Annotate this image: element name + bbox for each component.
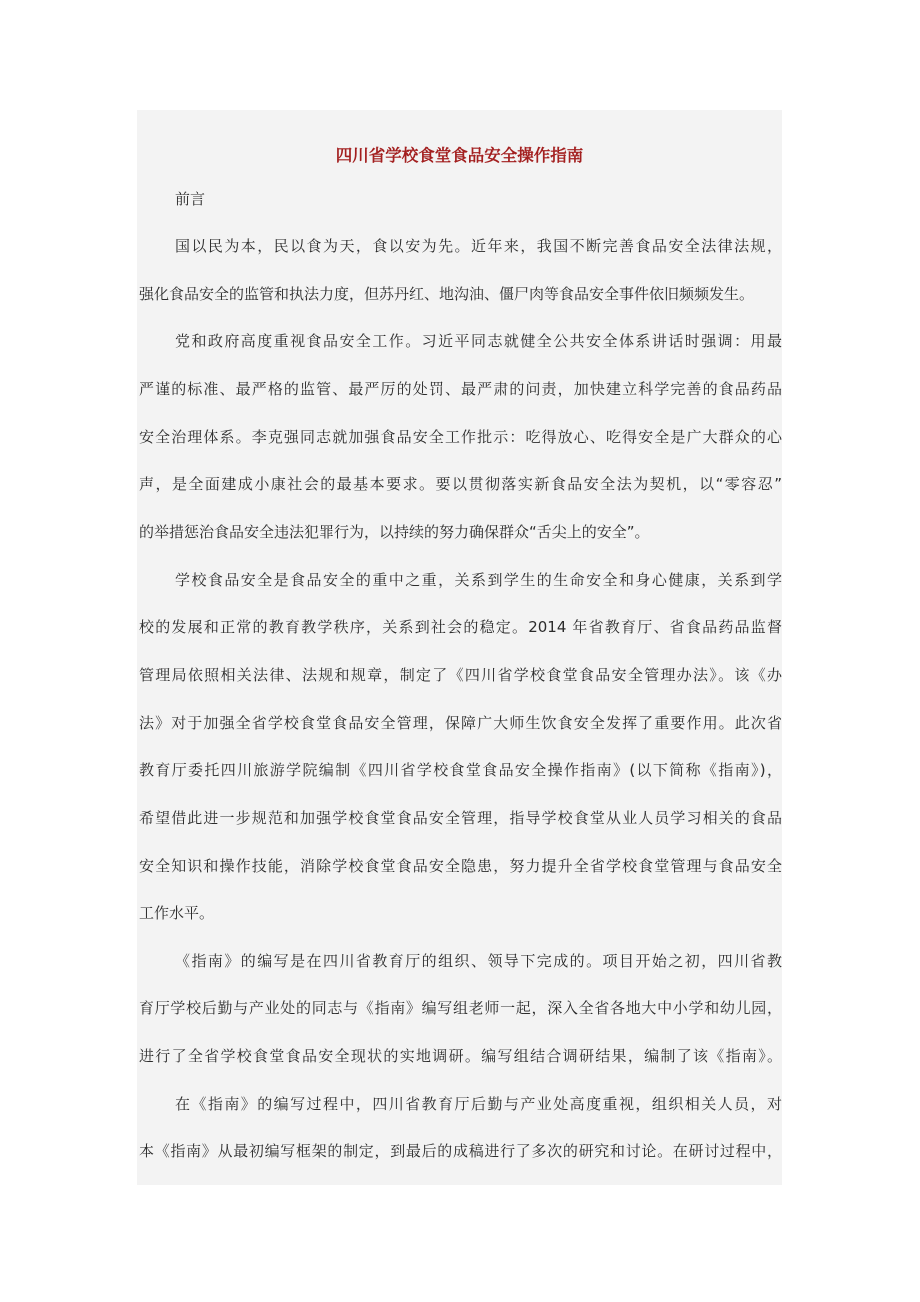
document-title: 四川省学校食堂食品安全操作指南: [335, 146, 584, 165]
paragraph-line: 法》对于加强全省学校食堂食品安全管理，保障广大师生饮食安全发挥了重要作用。此次省: [139, 714, 782, 732]
paragraph-line: 强化食品安全的监管和执法力度，但苏丹红、地沟油、僵尸肉等食品安全事件依旧频频发生。: [139, 285, 755, 303]
document-page: [137, 110, 782, 1185]
paragraph-line: 党和政府高度重视食品安全工作。习近平同志就健全公共安全体系讲话时强调：用最: [175, 332, 782, 350]
paragraph-line: 进行了全省学校食堂食品安全现状的实地调研。编写组结合调研结果，编制了该《指南》。: [139, 1047, 782, 1065]
paragraph-line: 安全知识和操作技能，消除学校食堂食品安全隐患，努力提升全省学校食堂管理与食品安全: [139, 857, 782, 875]
paragraph-line: 的举措惩治食品安全违法犯罪行为，以持续的努力确保群众“舌尖上的安全”。: [139, 523, 650, 541]
paragraph-line: 希望借此进一步规范和加强学校食堂食品安全管理，指导学校食堂从业人员学习相关的食品: [139, 809, 782, 827]
section-heading: 前言: [175, 190, 206, 208]
paragraph-line: 声，是全面建成小康社会的最基本要求。要以贯彻落实新食品安全法为契机，以“零容忍”: [139, 475, 782, 493]
paragraph-line: 本《指南》从最初编写框架的制定，到最后的成稿进行了多次的研究和讨论。在研讨过程中，: [139, 1142, 782, 1160]
paragraph-line: 学校食品安全是食品安全的重中之重，关系到学生的生命安全和身心健康，关系到学: [175, 571, 782, 589]
paragraph-line: 《指南》的编写是在四川省教育厅的组织、领导下完成的。项目开始之初，四川省教: [175, 952, 782, 970]
paragraph-line: 国以民为本，民以食为天，食以安为先。近年来，我国不断完善食品安全法律法规，: [175, 237, 782, 255]
paragraph-line: 安全治理体系。李克强同志就加强食品安全工作批示：吃得放心、吃得安全是广大群众的心: [139, 428, 782, 446]
paragraph-line: 在《指南》的编写过程中，四川省教育厅后勤与产业处高度重视，组织相关人员，对: [175, 1095, 782, 1113]
paragraph-line: 严谨的标准、最严格的监管、最严厉的处罚、最严肃的问责，加快建立科学完善的食品药品: [139, 380, 782, 398]
paragraph-line: 管理局依照相关法律、法规和规章，制定了《四川省学校食堂食品安全管理办法》。该《办: [139, 666, 782, 684]
paragraph-line: 育厅学校后勤与产业处的同志与《指南》编写组老师一起，深入全省各地大中小学和幼儿园，: [139, 999, 782, 1017]
paragraph-line: 工作水平。: [139, 904, 215, 922]
paragraph-line: 教育厅委托四川旅游学院编制《四川省学校食堂食品安全操作指南》(以下简称《指南》)，: [139, 761, 782, 779]
paragraph-line: 校的发展和正常的教育教学秩序，关系到社会的稳定。2014 年省教育厅、省食品药品监督: [139, 618, 782, 636]
